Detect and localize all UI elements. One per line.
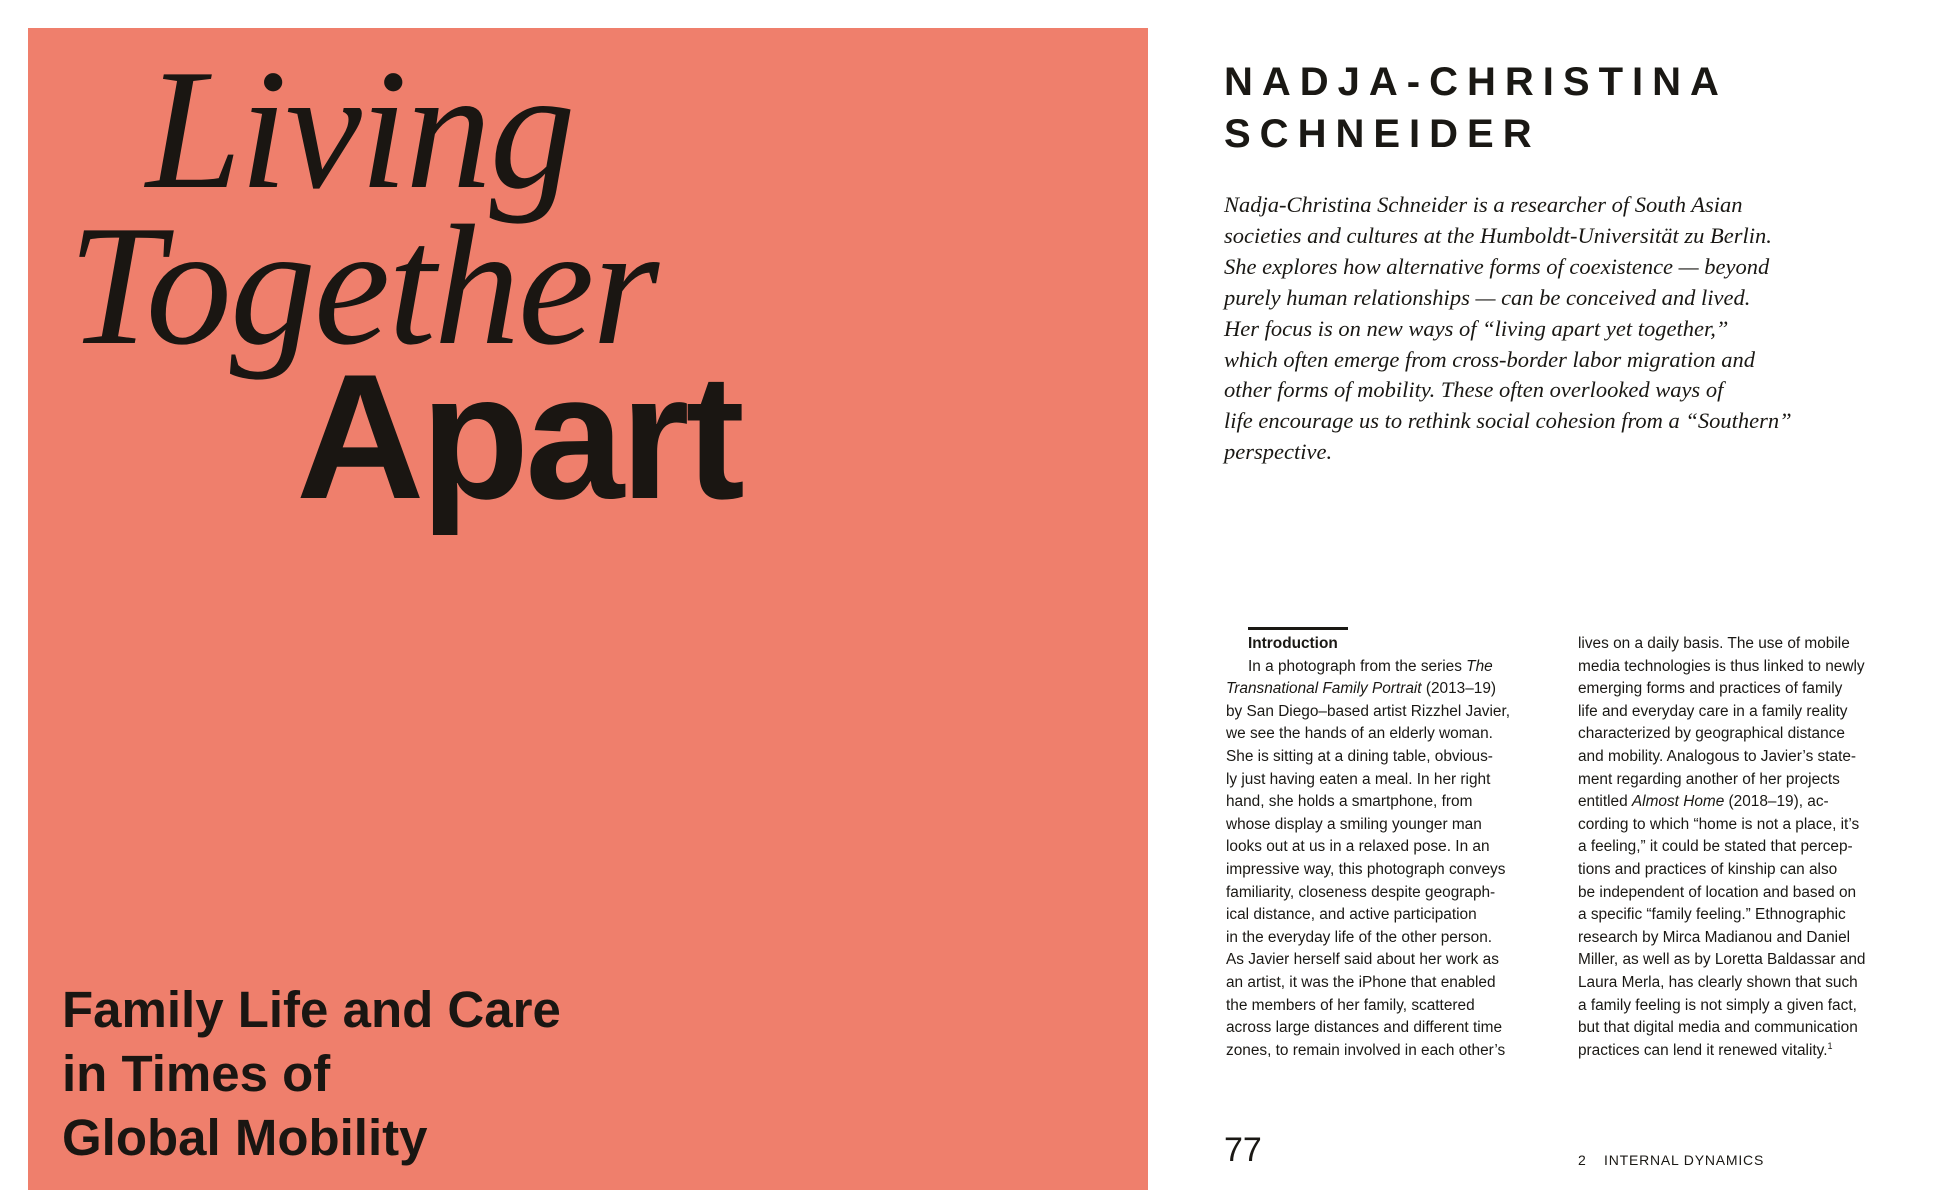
bio-line: purely human relationships — can be conceived and lived. bbox=[1224, 284, 1751, 310]
body-line: Miller, as well as by Loretta Baldassar and bbox=[1578, 951, 1866, 969]
body-line: life and everyday care in a family reality bbox=[1578, 702, 1848, 720]
body-line: ment regarding another of her projects bbox=[1578, 770, 1840, 788]
body-line: be independent of location and based on bbox=[1578, 883, 1857, 901]
introduction-column-right bbox=[1578, 633, 1918, 1062]
body-line: media technologies is thus linked to newly bbox=[1578, 657, 1865, 675]
body-line: the members of her family, scattered bbox=[1226, 996, 1475, 1014]
body-line bbox=[1578, 791, 1918, 814]
body-line: hand, she holds a smartphone, from bbox=[1226, 793, 1473, 811]
body-line: looks out at us in a relaxed pose. In an bbox=[1226, 838, 1490, 856]
body-line: research by Mirca Madianou and Daniel bbox=[1578, 928, 1851, 946]
introduction-rule bbox=[1248, 627, 1348, 630]
series-title-italic: The bbox=[1466, 657, 1493, 675]
chapter-title: INTERNAL DYNAMICS bbox=[1604, 1152, 1765, 1168]
author-name bbox=[1224, 56, 1728, 160]
body-line: lives on a daily basis. The use of mobile bbox=[1578, 635, 1850, 652]
introduction-heading: Introduction bbox=[1248, 635, 1338, 652]
body-line: across large distances and different time bbox=[1226, 1019, 1503, 1037]
body-line: whose display a smiling younger man bbox=[1226, 815, 1482, 833]
bio-line: societies and cultures at the Humboldt-Universität zu Berlin. bbox=[1224, 222, 1772, 248]
series-title-italic: Transnational Family Portrait bbox=[1226, 680, 1422, 698]
author-bio bbox=[1224, 190, 1844, 468]
body-line: in the everyday life of the other person. bbox=[1226, 928, 1493, 946]
body-line: impressive way, this photograph conveys bbox=[1226, 860, 1506, 878]
body-line: zones, to remain involved in each other’s bbox=[1226, 1041, 1506, 1059]
body-text: (2013–19) bbox=[1421, 680, 1497, 698]
bio-line: She explores how alternative forms of coexistence — beyond bbox=[1224, 253, 1770, 279]
title-together: Together bbox=[68, 191, 658, 381]
body-line bbox=[1226, 656, 1556, 679]
title-living: Living bbox=[146, 35, 574, 225]
body-text: (2018–19), ac- bbox=[1724, 793, 1829, 811]
body-line bbox=[1226, 678, 1556, 701]
body-line: ical distance, and active participation bbox=[1226, 906, 1477, 924]
introduction-column-left bbox=[1226, 633, 1556, 1062]
body-line: familiarity, closeness despite geograph- bbox=[1226, 883, 1496, 901]
body-text: entitled bbox=[1578, 793, 1632, 811]
body-line: emerging forms and practices of family bbox=[1578, 680, 1843, 698]
project-title-italic: Almost Home bbox=[1631, 793, 1725, 811]
author-name-line: SCHNEIDER bbox=[1224, 112, 1541, 156]
body-line: ly just having eaten a meal. In her right bbox=[1226, 770, 1491, 788]
bio-line: other forms of mobility. These often overlooked ways of bbox=[1224, 377, 1724, 403]
bio-line: which often emerge from cross-border labor migration and bbox=[1224, 346, 1756, 372]
body-line: an artist, it was the iPhone that enabled bbox=[1226, 973, 1496, 991]
body-line: we see the hands of an elderly woman. bbox=[1226, 725, 1493, 743]
body-line: characterized by geographical distance bbox=[1578, 725, 1845, 743]
title-apart: Apart bbox=[296, 337, 741, 536]
bio-line: Her focus is on new ways of “living apart yet together,” bbox=[1224, 315, 1729, 341]
author-name-line: NADJA-CHRISTINA bbox=[1224, 60, 1728, 104]
subtitle-line: in Times of bbox=[62, 1045, 331, 1102]
subtitle-line: Family Life and Care bbox=[62, 981, 561, 1038]
chapter-number: 2 bbox=[1578, 1152, 1587, 1168]
body-line bbox=[1578, 1040, 1918, 1063]
body-line: She is sitting at a dining table, obvious- bbox=[1226, 747, 1493, 765]
body-line: As Javier herself said about her work as bbox=[1226, 951, 1499, 969]
body-line: tions and practices of kinship can also bbox=[1578, 860, 1838, 878]
cover-panel bbox=[28, 28, 1148, 1190]
subtitle bbox=[62, 978, 561, 1170]
bio-line: perspective. bbox=[1224, 439, 1333, 465]
body-line: by San Diego–based artist Rizzhel Javier, bbox=[1226, 702, 1511, 720]
bio-line: life encourage us to rethink social cohesion from a “Southern” bbox=[1224, 408, 1792, 434]
body-line: a family feeling is not simply a given fact, bbox=[1578, 996, 1857, 1014]
body-line: and mobility. Analogous to Javier’s state- bbox=[1578, 747, 1857, 765]
body-line: but that digital media and communication bbox=[1578, 1019, 1858, 1037]
subtitle-line: Global Mobility bbox=[62, 1109, 428, 1166]
body-line: a feeling,” it could be stated that percep- bbox=[1578, 838, 1853, 856]
body-text: In a photograph from the series bbox=[1248, 657, 1467, 675]
page-number: 77 bbox=[1224, 1131, 1262, 1169]
footnote-marker: 1 bbox=[1827, 1040, 1833, 1051]
body-line: Laura Merla, has clearly shown that such bbox=[1578, 973, 1858, 991]
body-line: a specific “family feeling.” Ethnographic bbox=[1578, 906, 1846, 924]
bio-line: Nadja-Christina Schneider is a researcher of South Asian bbox=[1224, 192, 1743, 217]
body-line: cording to which “home is not a place, it’s bbox=[1578, 815, 1860, 833]
body-text: practices can lend it renewed vitality. bbox=[1578, 1041, 1828, 1059]
